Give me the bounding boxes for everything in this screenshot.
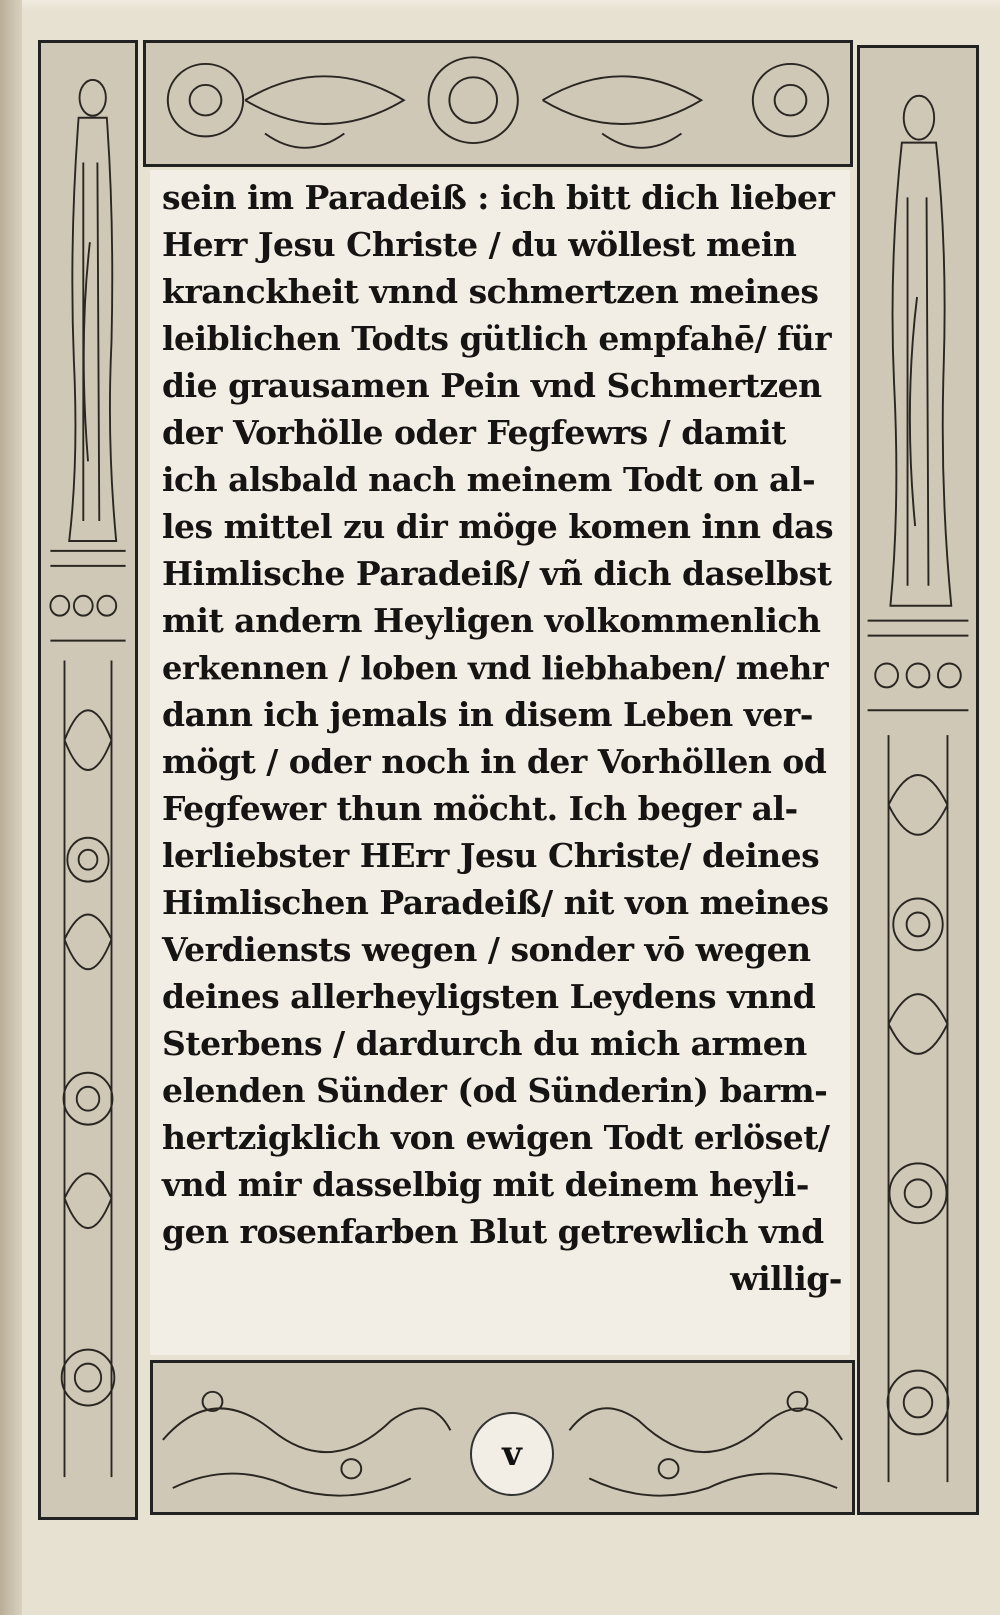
signature-mark: v — [470, 1412, 554, 1496]
text-line-8: les mittel zu dir möge komen inn das — [162, 507, 834, 546]
text-line-21: hertzigklich von ewigen Todt erlöset/ — [162, 1118, 830, 1157]
text-line-22: vnd mir dasselbig mit deinem heyli- — [162, 1165, 809, 1204]
text-line-4: leiblichen Todts gütlich empfahē/ für — [162, 319, 832, 358]
page-gutter — [0, 0, 22, 1615]
catchword: willig- — [730, 1259, 842, 1298]
text-line-13: mögt / oder noch in der Vorhöllen od — [162, 742, 827, 781]
text-line-2: Herr Jesu Christe / du wöllest mein — [162, 225, 797, 264]
left-border-ornament — [41, 43, 135, 1517]
text-line-17: Verdiensts wegen / sonder vō wegen — [162, 930, 811, 969]
text-line-5: die grausamen Pein vnd Schmertzen — [162, 366, 822, 405]
text-line-19: Sterbens / dardurch du mich armen — [162, 1024, 807, 1063]
text-block — [150, 170, 850, 1355]
left-woodcut-border — [38, 40, 138, 1520]
text-line-11: erkennen / loben vnd liebhaben/ mehr — [162, 649, 829, 687]
text-line-9: Himlische Paradeiß/ vñ dich daselbst — [162, 554, 832, 593]
text-line-6: der Vorhölle oder Fegfewrs / damit — [162, 413, 786, 452]
right-woodcut-border — [857, 45, 979, 1515]
text-line-20: elenden Sünder (od Sünderin) barm- — [162, 1071, 828, 1110]
text-line-16: Himlischen Paradeiß/ nit von meines — [162, 883, 829, 922]
text-line-10: mit andern Heyligen volkommenlich — [162, 601, 821, 640]
right-border-ornament — [860, 48, 976, 1512]
text-line-7: ich alsbald nach meinem Todt on al- — [162, 460, 816, 499]
top-woodcut-border — [143, 40, 853, 167]
text-line-1: sein im Paradeiß : ich bitt dich lieber — [162, 178, 835, 217]
text-line-3: kranckheit vnnd schmertzen meines — [162, 272, 819, 311]
page-top-edge — [0, 0, 1000, 10]
top-border-ornament — [146, 43, 850, 164]
text-line-15: lerliebster HErr Jesu Christe/ deines — [162, 836, 820, 875]
text-line-12: dann ich jemals in disem Leben ver- — [162, 695, 813, 734]
text-line-14: Fegfewer thun möcht. Ich beger al- — [162, 789, 798, 828]
text-line-18: deines allerheyligsten Leydens vnnd — [162, 977, 816, 1016]
text-line-23: gen rosenfarben Blut getrewlich vnd — [162, 1212, 824, 1251]
